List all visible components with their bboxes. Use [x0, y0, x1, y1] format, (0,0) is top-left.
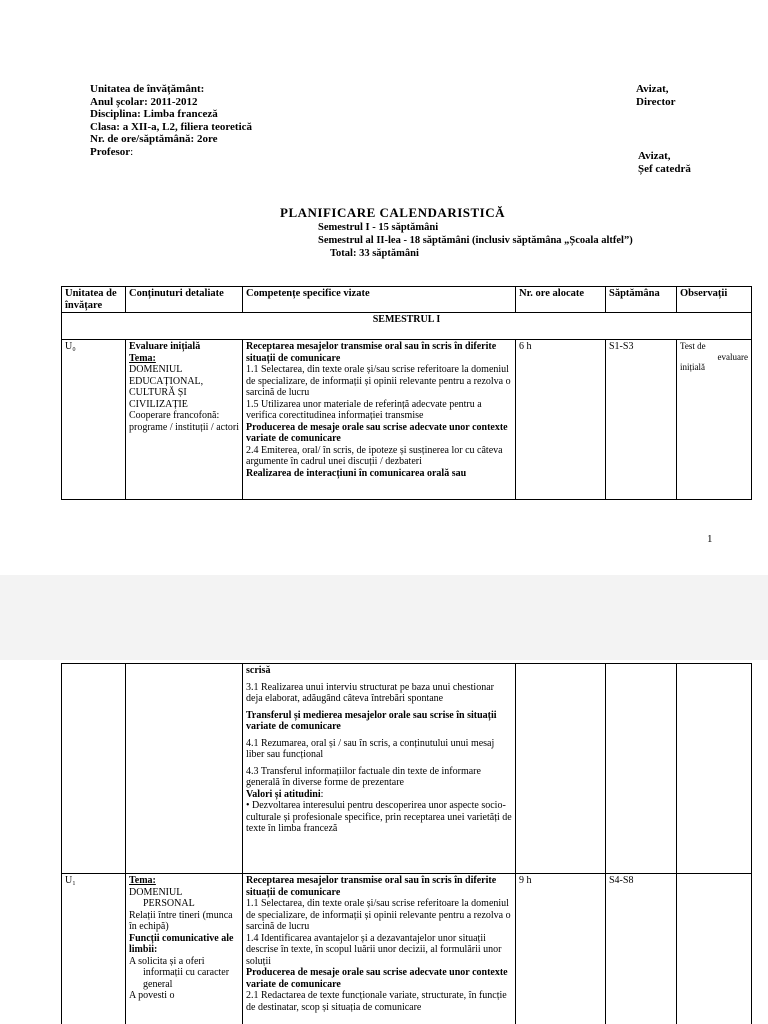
semester-row — [62, 313, 752, 340]
competences-cell — [243, 664, 516, 874]
col-header-hours: Nr. ore alocate — [516, 287, 606, 313]
observations-cell — [677, 340, 752, 500]
obs-line: evaluare — [717, 351, 748, 362]
competence-item: 1.1 Selectarea, din texte orale și/sau scrise referitoare la domeniul de specializare, de informații și opinii relevante pentru a rezolva o sarcină de lucru — [246, 898, 511, 932]
hours-cell: 9 h — [516, 874, 606, 1024]
competences-cell — [243, 874, 516, 1024]
content-cell — [126, 340, 243, 500]
col-header-competences: Competențe specifice vizate — [243, 287, 516, 313]
discipline: Disciplina: Limba franceză — [90, 108, 218, 120]
values-heading — [246, 789, 512, 801]
weeks-cell: S1-S3 — [606, 340, 677, 500]
hours-per-week: Nr. de ore/săptămână: 2ore — [90, 133, 218, 145]
competence-heading-tail: scrisă — [246, 665, 271, 676]
col-header-week: Săptămâna — [606, 287, 677, 313]
unit-cell: U₀ — [62, 340, 126, 500]
competence-item: 2.1 Redactarea de texte funcționale variate, structurate, în funcție de destinatar, scop și situația de comunicare — [246, 990, 507, 1013]
competence-item: 1.1 Selectarea, din texte orale și/sau scrise referitoare la domeniul de specializare, de informații și opinii relevante pentru a rezolva o sarcină de lucru — [246, 364, 511, 398]
competence-heading: Transferul și medierea mesajelor orale sau scrise în situații variate de comunicare — [246, 709, 497, 732]
competence-heading: Producerea de mesaje orale sau scrise adecvate unor contexte variate de comunicare — [246, 967, 508, 990]
col-header-observations: Observații — [677, 287, 752, 313]
domain-text: PERSONAL — [143, 898, 195, 909]
page-title: PLANIFICARE CALENDARISTICĂ — [280, 205, 505, 220]
competence-item: 4.1 Rezumarea, oral și / sau în scris, a conținutului unui mesaj liber sau funcțional — [246, 737, 495, 760]
col-header-content: Conținuturi detaliate — [126, 287, 243, 313]
unit-cell — [62, 664, 126, 874]
class-info: Clasa: a XII-a, L2, filiera teoretică — [90, 120, 253, 133]
values-colon: : — [320, 788, 324, 800]
competence-item: 1.5 Utilizarea unor materiale de referință adecvate pentru a verifica corectitudinea informației transmise — [246, 398, 482, 421]
unit-label: Unitatea de învățământ: — [90, 83, 205, 95]
obs-line: Test de — [680, 341, 706, 351]
tema-label: Tema: — [129, 352, 156, 364]
director-approval — [636, 83, 676, 108]
semester-1-info: Semestrul I - 15 săptămâni — [318, 222, 439, 233]
function-item: A povesti o — [129, 990, 175, 1001]
content-title: Evaluare inițială — [129, 341, 201, 352]
content-cell — [126, 874, 243, 1024]
hours-cell: 6 h — [516, 340, 606, 500]
competence-item: 1.4 Identificarea avantajelor și a dezavantajelor unor situații descrise în texte, în scopul luării unor decizii, al formulării unor soluții — [246, 932, 502, 967]
domain-text: DOMENIUL — [129, 886, 183, 898]
head-approval — [638, 150, 691, 175]
teacher-line — [90, 146, 252, 159]
director-label: Director — [636, 95, 676, 108]
cooperation-text: Cooperare francofonă: programe / instituții / actori — [129, 410, 239, 433]
competences-cell — [243, 340, 516, 500]
table-row — [62, 664, 752, 874]
competence-item: 2.4 Emiterea, oral/ în scris, de ipoteze și susținerea lor cu câteva argumente în cadrul unei discuții / dezbateri — [246, 444, 503, 467]
page-gap — [0, 575, 768, 660]
total-weeks: Total: 33 săptămâni — [330, 248, 419, 259]
function-item: A solicita și a oferi informații cu caracter general — [129, 955, 230, 990]
weeks-cell: S4-S8 — [606, 874, 677, 1024]
head-label: Șef catedră — [638, 162, 691, 175]
functions-heading: Funcții comunicative ale limbii: — [129, 932, 234, 955]
school-year: Anul școlar: 2011-2012 — [90, 95, 198, 108]
competence-heading: Realizarea de interacțiuni în comunicarea orală sau — [246, 467, 467, 479]
competence-heading: Receptarea mesajelor transmise oral sau în scris în diferite situații de comunicare — [246, 875, 497, 898]
teacher-colon: : — [130, 145, 134, 158]
teacher-label: Profesor — [90, 145, 131, 158]
competence-heading: Receptarea mesajelor transmise oral sau în scris în diferite situații de comunicare — [246, 341, 497, 364]
weeks-cell — [606, 664, 677, 874]
observations-cell — [677, 874, 752, 1024]
planning-table-continued — [61, 663, 752, 1024]
tema-label: Tema: — [129, 875, 156, 886]
semester-label: SEMESTRUL I — [62, 313, 752, 340]
values-item: • Dezvoltarea interesului pentru descoperirea unor aspecte socio-culturale și profesionale specifice, prin receptarea unei varietăți de texte în limba franceză — [246, 800, 512, 834]
observations-cell — [677, 664, 752, 874]
competence-item: 3.1 Realizarea unui interviu structurat pe baza unui chestionar deja elaborat, adăugând câteva întrebări spontane — [246, 681, 494, 704]
approved-label-2: Avizat, — [638, 150, 671, 162]
table-header-row — [62, 287, 752, 313]
page-2 — [0, 660, 768, 1024]
unit-cell: U₁ — [62, 874, 126, 1024]
planning-table — [61, 286, 752, 500]
content-cell — [126, 664, 243, 874]
page-number: 1 — [707, 533, 713, 545]
obs-line: inițială — [680, 362, 705, 372]
relations-text: Relații între tineri (munca în echipă) — [129, 909, 233, 932]
hours-cell — [516, 664, 606, 874]
values-label: Valori și atitudini — [246, 788, 321, 800]
competence-item: 4.3 Transferul informațiilor factuale din texte de informare generală în diverse forme de prezentare — [246, 765, 481, 788]
school-info-block — [90, 83, 252, 158]
table-row — [62, 340, 752, 500]
competence-heading: Producerea de mesaje orale sau scrise adecvate unor contexte variate de comunicare — [246, 421, 508, 444]
approved-label: Avizat, — [636, 83, 669, 95]
col-header-unit: Unitatea de învățare — [62, 287, 126, 313]
domain-text: DOMENIUL EDUCAȚIONAL, CULTURĂ ȘI CIVILIZAȚIE — [129, 364, 204, 410]
table-row — [62, 874, 752, 1024]
semester-2-info: Semestrul al II-lea - 18 săptămâni (inclusiv săptămâna „Școala altfel”) — [318, 235, 633, 246]
